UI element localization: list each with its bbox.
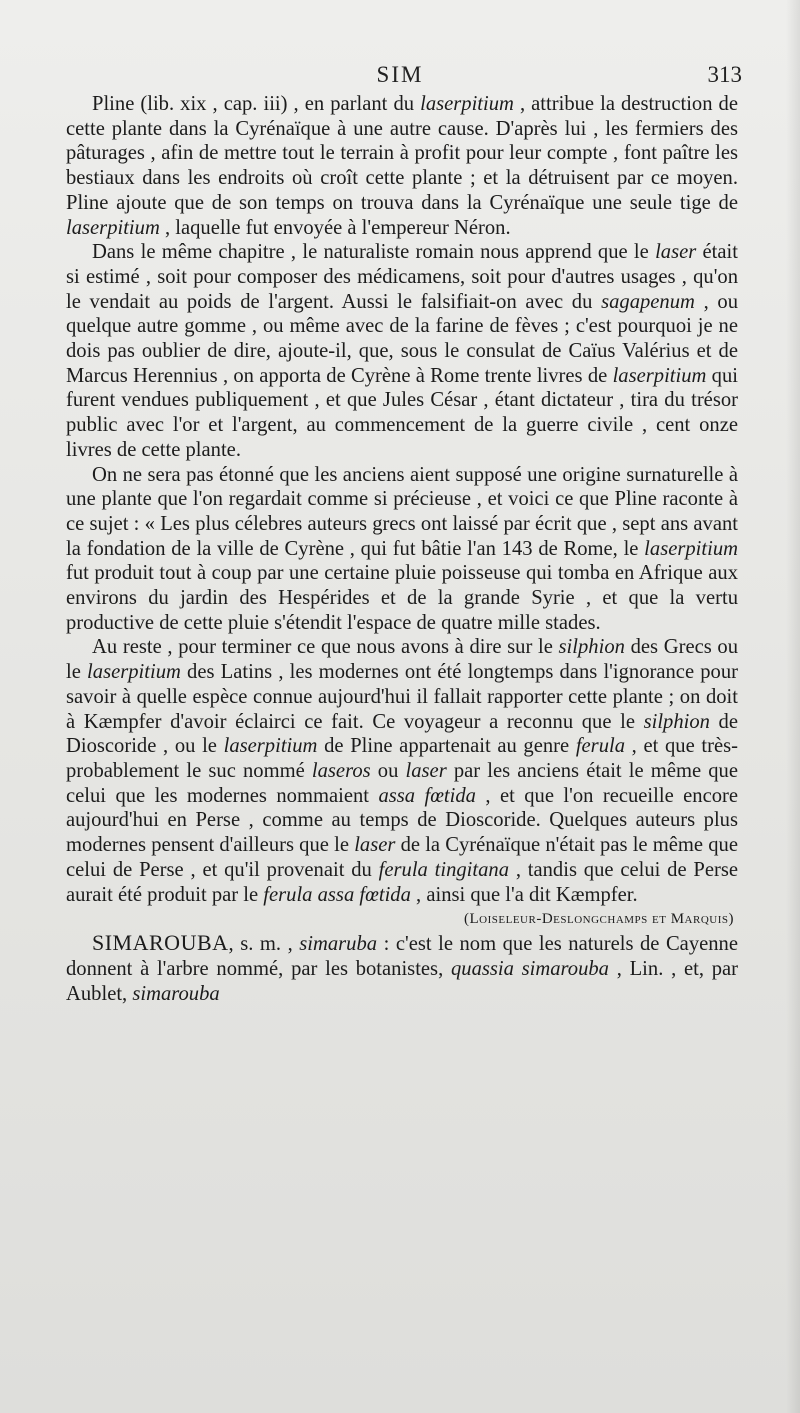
- italic-term: ferula tingitana: [378, 858, 510, 881]
- italic-term: quassia simarouba: [450, 957, 609, 980]
- italic-term: laserpitium: [87, 661, 181, 684]
- text-run: , tandis que celui de Perse aurait été produit par le: [66, 858, 738, 906]
- text-run: de la Cyrénaïque n'était pas le même que celui de Perse , et qu'il provenait du: [66, 834, 738, 881]
- text-run: On ne sera pas étonné que les anciens aient supposé une origine surnaturelle à une plante que l'on regardait comme si précieuse , et voici ce que Pline raconte à ce sujet : « Les plus célebres auteurs grecs ont laissé par écrit que , sept ans avant la fondation de la ville de Cyrène , qui fut bâtie l'an 143 de Rome, le: [66, 463, 738, 560]
- italic-term: assa fœtida: [378, 784, 476, 807]
- italic-term: silphion: [643, 710, 710, 733]
- text-run: , s. m. ,: [228, 933, 300, 956]
- text-run: qui furent vendues publiquement , et que Jules César , étant dictateur , tira du trésor public avec l'or et l'argent, au commencement de la guerre civile , cent onze livres de cette plante.: [66, 364, 739, 461]
- paragraph: [66, 240, 738, 462]
- italic-term: laserpitium: [420, 93, 514, 115]
- italic-term: laseros: [311, 759, 371, 782]
- text-run: : c'est le nom que les naturels de Cayenne donnent à l'arbre nommé, par les botanistes,: [66, 933, 738, 980]
- text-run: , et que l'on recueille encore aujourd'hui en Perse , comme au temps de Dioscoride. Quelques auteurs plus modernes pensent d'ailleurs que le: [66, 784, 739, 857]
- running-title: SIM: [376, 62, 424, 87]
- text-run: ou: [370, 759, 406, 782]
- text-run: Pline (lib. xix , cap. iii) , en parlant du: [92, 93, 421, 115]
- text-run: , attribue la destruction de cette plante dans la Cyrénaïque à une autre cause. D'après lui , les fermiers des pâturages , afin de mettre tout le terrain à profit pour leur compte , font paître les bestiaux dans les endroits où croît cette plante ; et la détruisent par ce moyen. Pline ajoute que de son temps on trouva dans la Cyrénaïque une seule tige de: [66, 93, 738, 214]
- paragraph: [66, 635, 738, 907]
- italic-term: ferula assa fœtida: [263, 883, 411, 906]
- page-number: 313: [707, 62, 742, 87]
- text-run: Au reste , pour terminer ce que nous avons à dire sur le: [92, 636, 559, 659]
- entry-headword: SIMAROUBA: [92, 930, 229, 956]
- italic-term: simaruba: [299, 933, 378, 956]
- italic-term: laser: [354, 834, 396, 857]
- text-run: de Pline appartenait au genre: [317, 735, 576, 758]
- text-run: Dans le même chapitre , le naturaliste romain nous apprend que le: [92, 241, 656, 264]
- italic-term: sagapenum: [601, 290, 695, 313]
- text-run: , Lin. , et, par Aublet,: [66, 957, 739, 1005]
- text-run: , ainsi que l'a dit Kæmpfer.: [410, 883, 638, 906]
- italic-term: simarouba: [132, 982, 220, 1005]
- italic-term: laser: [655, 241, 697, 264]
- text-run: , ou quelque autre gomme , ou même avec de la farine de fèves ; c'est pourquoi je ne dois pas oublier de dire, ajoute-il, que, sous le consulat de Caïus Valérius et de Marcus Herennius , on apporta de Cyrène à Rome trente livres de: [66, 290, 738, 387]
- text-run: des Grecs ou le: [66, 636, 738, 684]
- italic-term: laserpitium: [66, 216, 160, 239]
- text-run: de Dioscoride , ou le: [66, 710, 738, 758]
- page-edge-shadow: [786, 0, 800, 1413]
- italic-term: ferula: [575, 735, 626, 758]
- text-run: , et que très-probablement le suc nommé: [66, 735, 738, 782]
- paragraph: [66, 463, 738, 636]
- text-run: , laquelle fut envoyée à l'empereur Néron.: [159, 216, 511, 239]
- italic-term: laserpitium: [612, 364, 707, 387]
- article-body: [66, 92, 738, 1006]
- next-entry: [66, 931, 738, 1006]
- text-run: des Latins , les modernes ont été longtemps dans l'ignorance pour savoir à quelle espèce connue aujourd'hui il fallait rapporter cette plante ; on doit à Kæmpfer d'avoir éclairci ce fait. Ce voyageur a reconnu que le: [66, 661, 739, 733]
- italic-term: laser: [405, 759, 447, 782]
- text-run: était si estimé , soit pour composer des médicamens, soit pour d'autres usages , qu'on le vendait au poids de l'argent. Aussi le falsifiait-on avec du: [66, 241, 738, 313]
- italic-term: silphion: [558, 636, 625, 659]
- italic-term: laserpitium: [223, 735, 318, 758]
- paragraph: [66, 92, 738, 240]
- text-run: fut produit tout à coup par une certaine pluie poisseuse qui tomba en Afrique aux environs du jardin des Hespérides et de la grande Syrie , et que la vertu productive de cette pluie s'étendit l'espace de quatre mille stades.: [66, 562, 738, 634]
- page-header: [0, 62, 800, 92]
- italic-term: laserpitium: [644, 537, 738, 560]
- author-signature: (Loiseleur-Deslongchamps et Marquis): [464, 911, 734, 928]
- text-run: par les anciens était le même que celui que les modernes nommaient: [66, 759, 738, 807]
